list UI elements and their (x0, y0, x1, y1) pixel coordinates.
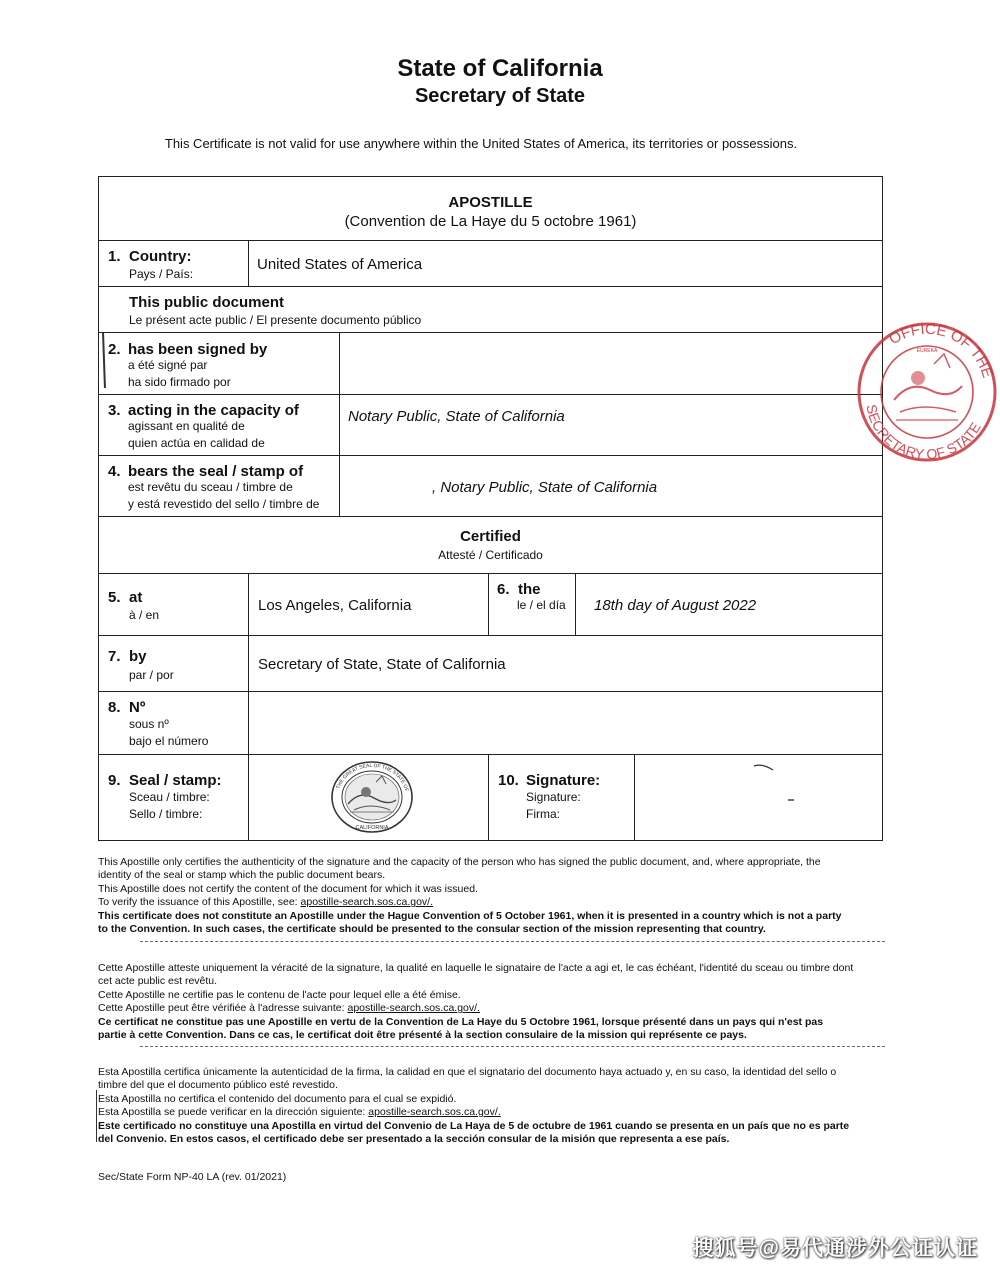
divider (99, 394, 882, 395)
divider (99, 332, 882, 333)
signature-es: Firma: (526, 807, 560, 821)
note-line: This Apostille does not certify the content of the document for which it was issued. (98, 882, 478, 895)
date-translation: le / el día (517, 598, 566, 612)
date-value: 18th day of August 2022 (594, 597, 757, 614)
verification-link[interactable]: apostille-search.sos.ca.gov/. (347, 1002, 480, 1015)
by-value: Secretary of State, State of California (258, 656, 506, 673)
apostille-title: APOSTILLE (448, 194, 533, 211)
seal-of-fr: est revêtu du sceau / timbre de (128, 480, 293, 494)
seal-ring-text: THE GREAT SEAL OF THE STATE OF (335, 762, 410, 793)
note-line: Esta Apostilla se puede verificar en la dirección siguiente: apostille-search.sos.ca.gov/. (98, 1106, 501, 1119)
field-number: 3. (108, 402, 121, 419)
number-fr: sous nº (129, 717, 169, 731)
stamp-small-text: EUREKA (916, 348, 938, 354)
stamp-bottom-text: SECRETARY OF STATE (863, 403, 984, 463)
capacity-value: Notary Public, State of California (348, 408, 565, 425)
by-translation: par / por (129, 668, 174, 682)
seal-label: Seal / stamp: (129, 772, 222, 789)
divider (488, 754, 489, 840)
public-document-translation: Le présent acte public / El presente documento público (129, 313, 422, 327)
signature-fr: Signature: (526, 790, 581, 804)
english-notes (98, 856, 888, 936)
note-line: This Apostille only certifies the authenticity of the signature and the capacity of the person who has signed the public document, and, where appropriate, the (98, 856, 821, 868)
note-line: Esta Apostilla certifica únicamente la autenticidad de la firma, la calidad en que el signatario del documento haya actuado y, en su caso, la identidad del sello o (98, 1066, 837, 1078)
form-number: Sec/State Form NP-40 LA (rev. 01/2021) (98, 1171, 287, 1183)
divider (99, 635, 882, 636)
at-label: at (129, 589, 143, 606)
signature-mark (740, 760, 810, 830)
place-value: Los Angeles, California (258, 597, 412, 614)
field-number: 7. (108, 648, 121, 665)
seal-fr: Sceau / timbre: (129, 790, 210, 804)
divider (248, 240, 249, 286)
divider (575, 573, 576, 635)
divider (248, 573, 249, 840)
note-line: Esta Apostilla no certifica el contenido del documento para el cual se expidió. (98, 1092, 457, 1105)
certified-translation: Attesté / Certificado (438, 548, 543, 562)
country-label: Country: (129, 248, 192, 265)
divider (99, 240, 882, 241)
note-line: This certificate does not constitute an Apostille under the Hague Convention of 5 October 1961, when it is presented in a country which is not a party (98, 909, 842, 922)
seal-es: Sello / timbre: (129, 807, 203, 821)
field-number: 6. (497, 581, 510, 598)
divider (488, 573, 489, 635)
french-notes (98, 962, 888, 1042)
note-line: identity of the seal or stamp which the public document bears. (98, 869, 386, 882)
note-line: Cette Apostille peut être vérifiée à l'adresse suivante: apostille-search.sos.ca.gov/. (98, 1002, 480, 1015)
dashed-separator (140, 941, 885, 942)
number-label: Nº (129, 699, 146, 716)
capacity-label: acting in the capacity of (128, 402, 299, 419)
signed-by-label: has been signed by (128, 341, 268, 358)
certified-heading: Certified (460, 528, 521, 545)
office-of-secretary-of-state-stamp (852, 320, 1000, 465)
note-line: Este certificado no constituye una Apostilla en virtud del Convenio de La Haya de 5 de octubre de 1961 cuando se presenta en un país que no es parte (98, 1119, 850, 1132)
public-document-label: This public document (129, 294, 285, 311)
field-number: 4. (108, 463, 121, 480)
verification-link[interactable]: apostille-search.sos.ca.gov/. (300, 896, 434, 909)
spanish-notes (98, 1066, 888, 1146)
field-number: 1. (108, 248, 121, 265)
note-line: Cette Apostille ne certifie pas le contenu de l'acte pour lequel elle a été émise. (98, 988, 461, 1001)
convention-subtitle: (Convention de La Haye du 5 octobre 1961) (344, 213, 637, 230)
seal-of-value: , Notary Public, State of California (432, 479, 658, 496)
signature-label: Signature: (526, 772, 601, 789)
document-subtitle: Secretary of State (414, 85, 586, 107)
capacity-fr: agissant en qualité de (128, 419, 245, 433)
validity-notice: This Certificate is not valid for use anywhere within the United States of America, its territories or possessions. (164, 136, 798, 151)
date-label: the (518, 581, 541, 598)
verification-link[interactable]: apostille-search.sos.ca.gov/. (368, 1106, 501, 1119)
document-title: State of California (397, 55, 603, 82)
stamp-top-text: OFFICE OF THE (886, 320, 997, 380)
divider (99, 754, 882, 755)
note-line: cet acte public est revêtu. (98, 975, 218, 988)
divider (99, 516, 882, 517)
ink-mark (96, 1090, 97, 1142)
field-number: 8. (108, 699, 121, 716)
source-watermark: 搜狐号@易代通涉外公证认证 (692, 1237, 978, 1260)
number-es: bajo el número (129, 734, 209, 748)
divider (339, 332, 340, 516)
signed-by-es: ha sido firmado por (128, 375, 231, 389)
great-seal-of-california (330, 760, 414, 834)
field-number: 5. (108, 589, 121, 606)
note-line: del Convenio. En estos casos, el certificado debe ser presentado a la sección consular de la misión que representa a ese país. (98, 1133, 730, 1146)
divider (99, 691, 882, 692)
at-translation: à / en (129, 608, 160, 622)
note-line: To verify the issuance of this Apostille, see: apostille-search.sos.ca.gov/. (98, 896, 434, 909)
by-label: by (129, 648, 147, 665)
seal-bottom-text: CALIFORNIA (355, 825, 389, 831)
field-number: 10. (498, 772, 519, 789)
divider (99, 286, 882, 287)
signed-by-fr: a été signé par (128, 358, 208, 372)
note-line: to the Convention. In such cases, the certificate should be presented to the consular section of the mission representing that country. (98, 923, 766, 936)
field-number: 9. (108, 772, 121, 789)
divider (99, 573, 882, 574)
field-number: 2. (108, 341, 121, 358)
divider (99, 455, 882, 456)
note-line: partie à cette Convention. Dans ce cas, le certificat doit être présenté à la section consulaire de la mission qui représente ce pays. (98, 1029, 747, 1042)
capacity-es: quien actúa en calidad de (128, 436, 265, 450)
note-line: Cette Apostille atteste uniquement la véracité de la signature, la qualité en laquelle le signataire de l'acte a agi et, le cas échéant, l'identité du sceau ou timbre dont (98, 962, 854, 974)
dashed-separator (140, 1046, 885, 1047)
seal-of-es: y está revestido del sello / timbre de (128, 497, 320, 511)
divider (634, 754, 635, 840)
note-line: timbre del que el documento público esté revestido. (98, 1079, 338, 1092)
country-label-translation: Pays / País: (129, 267, 194, 281)
country-value: United States of America (257, 256, 423, 273)
note-line: Ce certificat ne constitue pas une Apostille en vertu de la Convention de La Haye du 5 Octobre 1961, lorsque présenté dans un pays qui n'est pas (98, 1015, 824, 1028)
seal-of-label: bears the seal / stamp of (128, 463, 304, 480)
